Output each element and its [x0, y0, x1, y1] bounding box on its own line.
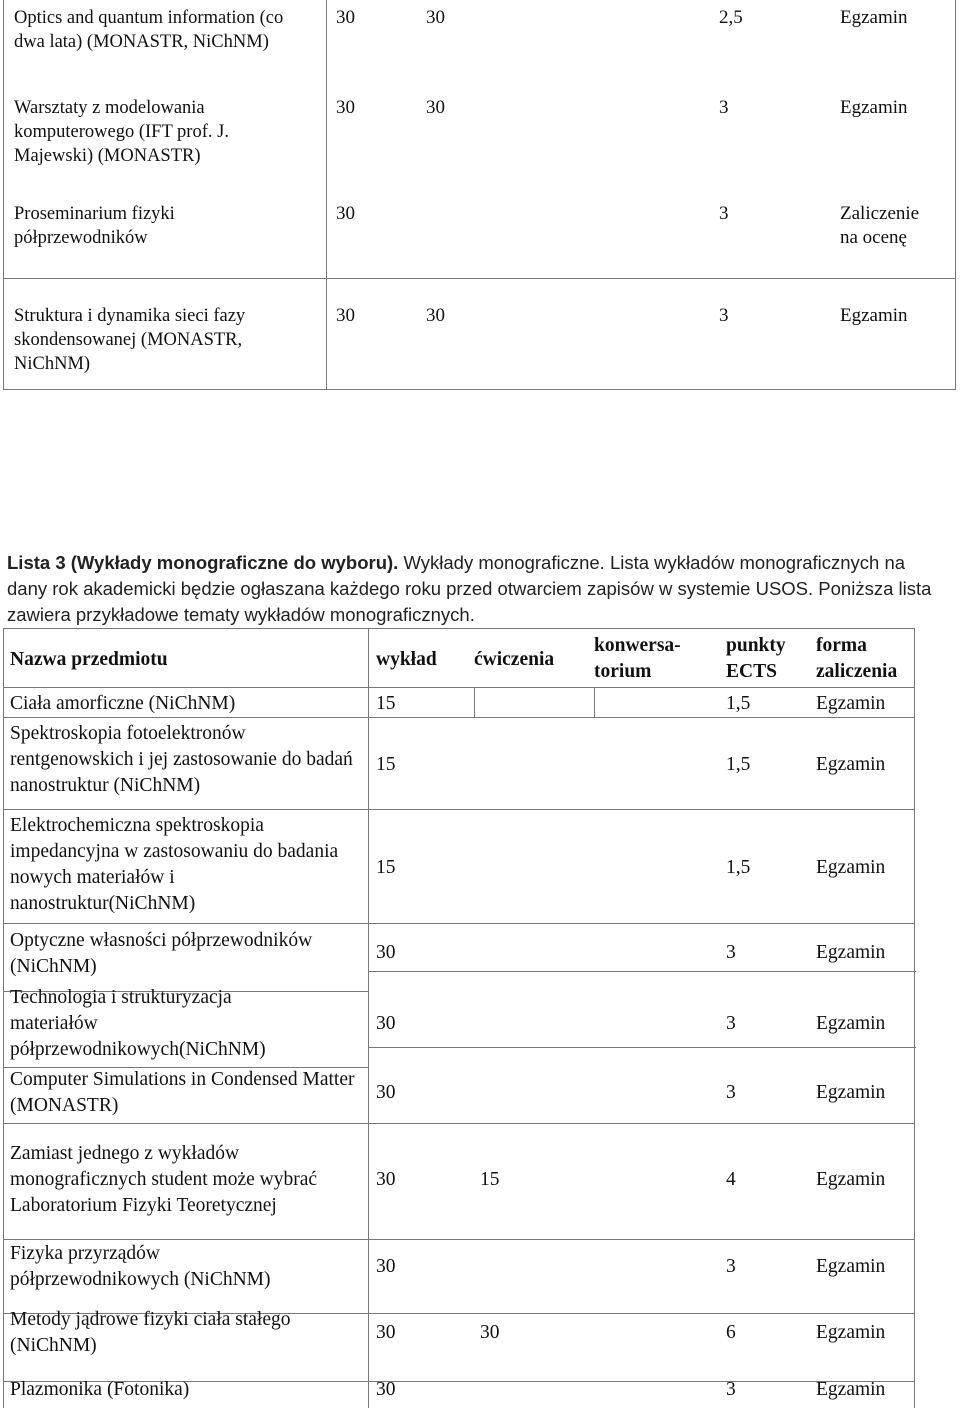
- ects-points: 3: [726, 1013, 736, 1034]
- ects-points: 3: [726, 942, 736, 963]
- list-description: [7, 550, 947, 628]
- header-lecture: wykład: [376, 649, 437, 670]
- lecture-hours: 15: [376, 857, 396, 878]
- lecture-hours: 30: [376, 1256, 396, 1277]
- assessment-form: Egzamin: [816, 1169, 886, 1190]
- course-name: Technologia i strukturyzacja materiałów półprzewodnikowych(NiChNM): [10, 987, 266, 1060]
- assessment-form: Egzamin: [816, 1322, 886, 1343]
- assessment-form: Egzamin: [816, 1082, 886, 1103]
- course-name: Fizyka przyrządów półprzewodnikowych (NiChNM): [10, 1243, 271, 1290]
- course-name: Proseminarium fizyki półprzewodników: [14, 204, 175, 248]
- header-assessment: forma zaliczenia: [816, 635, 898, 682]
- lecture-hours: 30: [336, 97, 355, 118]
- lecture-hours: 30: [376, 1082, 396, 1103]
- course-name: Warsztaty z modelowania komputerowego (IFT prof. J. Majewski) (MONASTR): [14, 98, 229, 166]
- lecture-hours: 30: [376, 1169, 396, 1190]
- header-course-name: Nazwa przedmiotu: [10, 649, 168, 670]
- ects-points: 2,5: [719, 7, 743, 28]
- exercise-hours: 30: [426, 97, 445, 118]
- course-name: Optics and quantum information (co dwa lata) (MONASTR, NiChNM): [14, 8, 284, 52]
- header-conversatorium: konwersa-torium: [594, 635, 681, 682]
- top-course-table: [3, 0, 956, 390]
- exercise-hours: 30: [426, 7, 445, 28]
- list-description-text: Wykłady monograficzne. Lista wykładów monograficznych na dany rok akademicki będzie ogłaszana każdego roku przed otwarciem zapisów w systemie USOS. Poniższa lista zawiera przykładowe tematy wykładów monograficznych.: [7, 552, 932, 625]
- ects-points: 4: [726, 1169, 736, 1190]
- lecture-hours: 15: [376, 693, 396, 714]
- header-ects: punkty ECTS: [726, 635, 786, 682]
- course-name: Computer Simulations in Condensed Matter (MONASTR): [10, 1069, 355, 1116]
- course-name: Struktura i dynamika sieci fazy skondensowanej (MONASTR, NiChNM): [14, 306, 246, 374]
- header-exercises: ćwiczenia: [474, 649, 555, 670]
- ects-points: 3: [719, 305, 729, 326]
- lecture-hours: 15: [376, 754, 396, 775]
- assessment-form: Egzamin: [840, 305, 908, 326]
- lecture-hours: 30: [376, 1379, 396, 1400]
- list-heading: Lista 3 (Wykłady monograficzne do wyboru).: [7, 552, 399, 573]
- ects-points: 3: [726, 1379, 736, 1400]
- assessment-form: Egzamin: [816, 857, 886, 878]
- assessment-form: Egzamin: [816, 693, 886, 714]
- lecture-hours: 30: [376, 1013, 396, 1034]
- course-name: Elektrochemiczna spektroskopia impedancyjna w zastosowaniu do badania nowych materiałów i nanostruktur(NiChNM): [10, 815, 339, 914]
- lecture-hours: 30: [336, 7, 355, 28]
- assessment-form: Egzamin: [816, 1256, 886, 1277]
- course-name: Zamiast jednego z wykładów monograficznych student może wybrać Laboratorium Fizyki Teoretycznej: [10, 1143, 318, 1216]
- ects-points: 3: [719, 97, 729, 118]
- ects-points: 3: [726, 1082, 736, 1103]
- lecture-hours: 30: [336, 305, 355, 326]
- ects-points: 6: [726, 1322, 736, 1343]
- course-name: Plazmonika (Fotonika): [10, 1379, 190, 1400]
- assessment-form: Egzamin: [816, 1013, 886, 1034]
- ects-points: 1,5: [726, 857, 751, 878]
- assessment-form: Egzamin: [816, 942, 886, 963]
- assessment-form: Egzamin: [816, 754, 886, 775]
- ects-points: 3: [726, 1256, 736, 1277]
- course-name: Optyczne własności półprzewodników (NiChNM): [10, 930, 313, 977]
- ects-points: 1,5: [726, 693, 751, 714]
- course-name: Metody jądrowe fizyki ciała stałego (NiChNM): [10, 1309, 291, 1356]
- assessment-form: Egzamin: [840, 7, 908, 28]
- exercise-hours: 30: [426, 305, 445, 326]
- assessment-form: Egzamin: [840, 97, 908, 118]
- exercise-hours: 30: [480, 1322, 500, 1343]
- ects-points: 1,5: [726, 754, 751, 775]
- monograph-course-table: [3, 628, 915, 1408]
- lecture-hours: 30: [376, 1322, 396, 1343]
- lecture-hours: 30: [336, 203, 355, 224]
- assessment-form: Egzamin: [816, 1379, 886, 1400]
- course-name: Ciała amorficzne (NiChNM): [10, 693, 236, 714]
- assessment-form: Zaliczenie na ocenę: [840, 203, 920, 248]
- ects-points: 3: [719, 203, 729, 224]
- lecture-hours: 30: [376, 942, 396, 963]
- exercise-hours: 15: [480, 1169, 500, 1190]
- course-name: Spektroskopia fotoelektronów rentgenowskich i jej zastosowanie do badań nanostruktur (NiChNM): [10, 723, 353, 796]
